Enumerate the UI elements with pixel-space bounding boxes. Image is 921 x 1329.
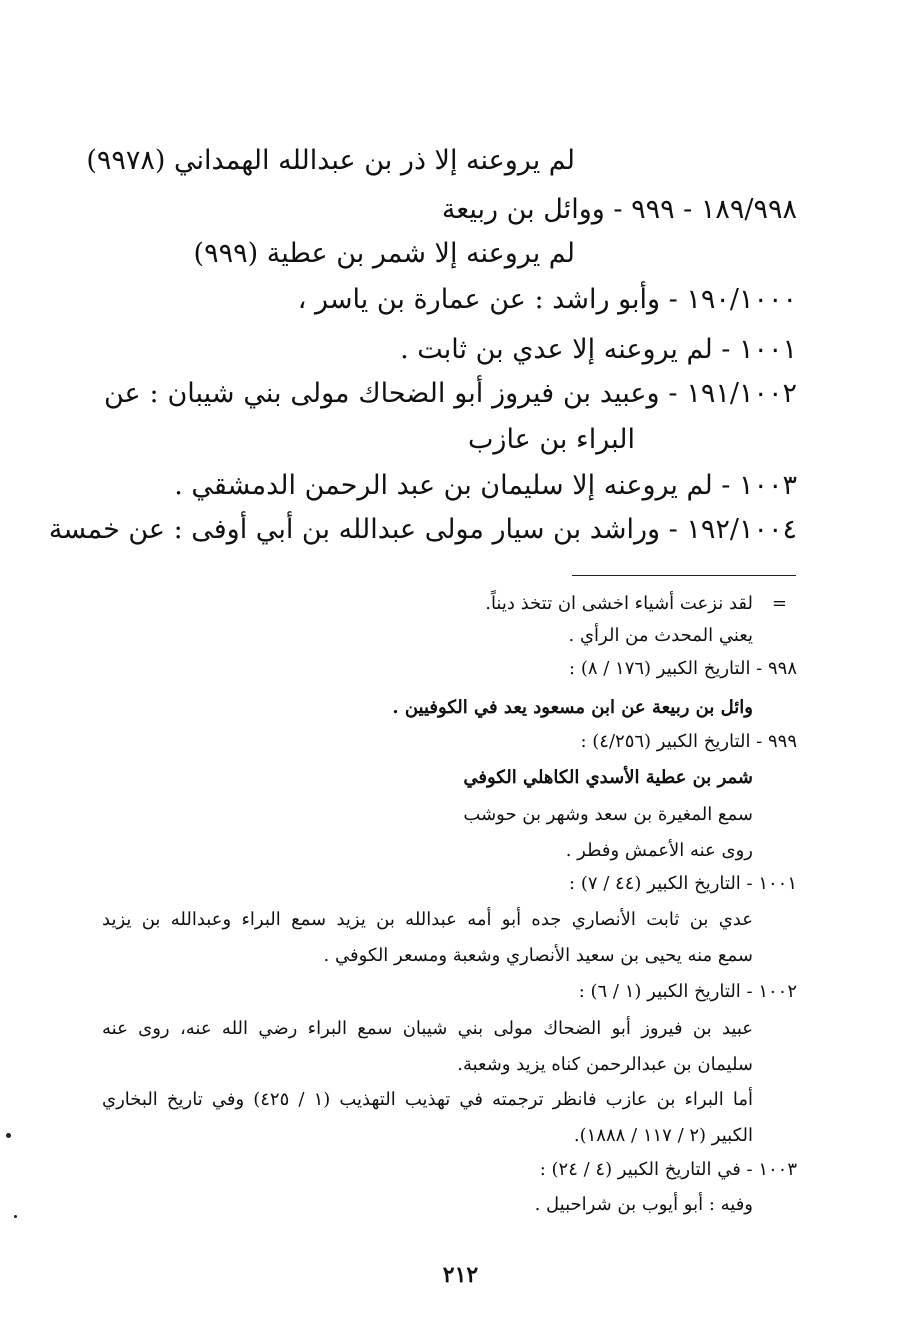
footnote-heading: ١٠٠٣ - في التاريخ الكبير (٤ / ٢٤) : [539, 1159, 797, 1180]
footnote-line: شمر بن عطية الأسدي الكاهلي الكوفي [463, 767, 753, 788]
page-number: ٢١٢ [442, 1262, 479, 1288]
footnote-line: لقد نزعت أشياء اخشى ان تتخذ ديناً. [485, 593, 753, 614]
footnote-line: سليمان بن عبدالرحمن كناه يزيد وشعبة. [457, 1054, 753, 1075]
footnote-line: روى عنه الأعمش وفطر . [565, 840, 753, 861]
footnote-line: عدي بن ثابت الأنصاري جده أبو أمه عبدالله بن يزيد سمع البراء وعبدالله بن يزيد [102, 909, 753, 930]
scan-speck [6, 1133, 11, 1138]
main-text-line: ١٩٠/١٠٠٠ - وأبو راشد : عن عمارة بن ياسر ، [297, 284, 797, 315]
footnote-heading: ٩٩٩ - التاريخ الكبير (٤/٢٥٦) : [580, 731, 797, 752]
footnote-line: وفيه : أبو أيوب بن شراحبيل . [534, 1194, 753, 1215]
footnote-continuation-mark: = [771, 593, 787, 614]
main-text-line: لم يروعنه إلا شمر بن عطية (٩٩٩) [193, 238, 575, 269]
main-text-line: ١٠٠٣ - لم يروعنه إلا سليمان بن عبد الرحمن الدمشقي . [174, 470, 797, 501]
footnote-line: يعني المحدث من الرأي . [568, 625, 753, 646]
main-text-line: ١٠٠١ - لم يروعنه إلا عدي بن ثابت . [400, 334, 797, 365]
main-text-line: ١٩١/١٠٠٢ - وعبيد بن فيروز أبو الضحاك مولى بني شيبان : عن [104, 378, 797, 409]
main-text-line: ١٩٢/١٠٠٤ - وراشد بن سيار مولى عبدالله بن أبي أوفى : عن خمسة [48, 514, 797, 545]
footnote-heading: ٩٩٨ - التاريخ الكبير (١٧٦ / ٨) : [569, 658, 797, 679]
footnote-line: عبيد بن فيروز أبو الضحاك مولى بني شيبان سمع البراء رضي الله عنه، روى عنه [102, 1018, 753, 1039]
scan-speck [14, 1215, 17, 1218]
main-text-line: البراء بن عازب [468, 424, 635, 455]
main-text-line: ١٨٩/٩٩٨ - ٩٩٩ - ووائل بن ربيعة [441, 194, 797, 225]
footnote-line: سمع منه يحيى بن سعيد الأنصاري وشعبة ومسعر الكوفي . [323, 945, 753, 966]
footnote-line: أما البراء بن عازب فانظر ترجمته في تهذيب التهذيب (١ / ٤٢٥) وفي تاريخ البخاري [102, 1089, 753, 1110]
footnote-line: وائل بن ربيعة عن ابن مسعود يعد في الكوفيين . [392, 697, 753, 718]
footnote-heading: ١٠٠٢ - التاريخ الكبير (١ / ٦) : [578, 981, 797, 1002]
footnote-heading: ١٠٠١ - التاريخ الكبير (٤٤ / ٧) : [569, 873, 797, 894]
main-text-line: لم يروعنه إلا ذر بن عبدالله الهمداني (٩٩٧٨) [86, 145, 575, 176]
footnote-line: الكبير (٢ / ١١٧ / ١٨٨٨). [573, 1125, 753, 1146]
footnote-line: سمع المغيرة بن سعد وشهر بن حوشب [463, 804, 753, 825]
footnote-separator [572, 575, 796, 576]
